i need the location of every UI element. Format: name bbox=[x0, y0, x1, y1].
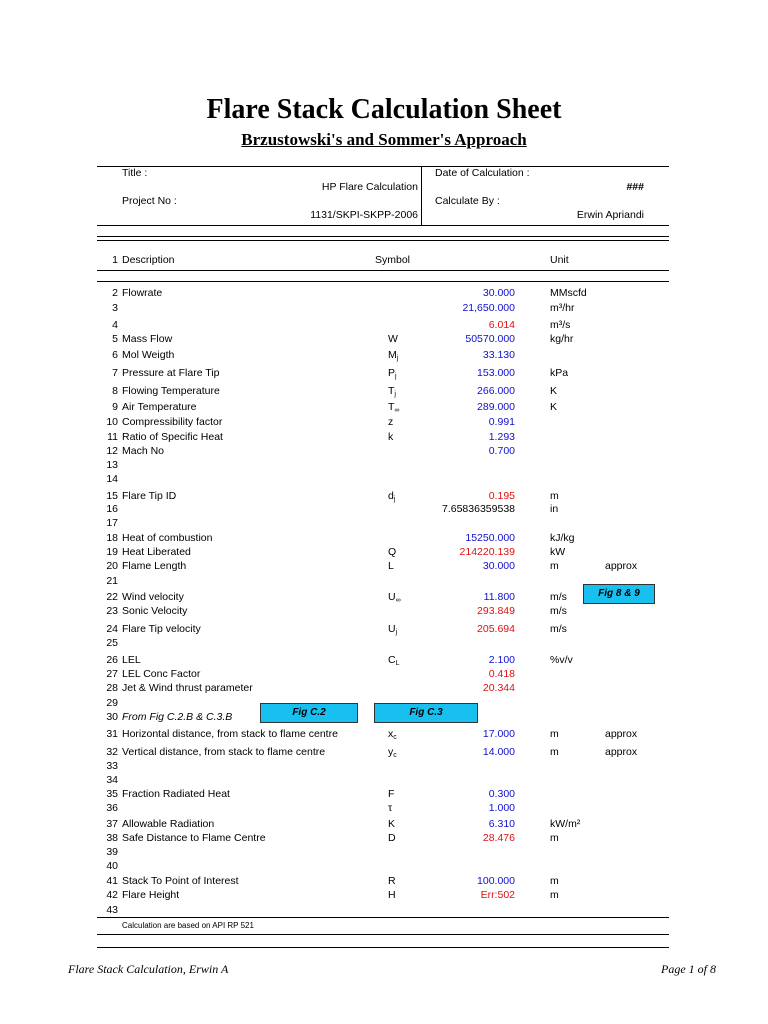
table-row bbox=[0, 788, 768, 802]
footer-left: Flare Stack Calculation, Erwin A bbox=[68, 962, 229, 976]
symbol-letter: T bbox=[388, 401, 395, 413]
api-note: Calculation are based on API RP 521 bbox=[122, 921, 254, 930]
row-value[interactable]: 20.344 bbox=[482, 682, 515, 694]
row-number: 41 bbox=[106, 875, 118, 887]
symbol-subscript: j bbox=[393, 496, 396, 503]
symbol-letter: H bbox=[388, 889, 396, 901]
project-label: Project No : bbox=[122, 195, 177, 207]
row-unit: m bbox=[550, 490, 559, 502]
symbol-letter: U bbox=[388, 591, 396, 603]
row-symbol bbox=[388, 802, 392, 815]
table-row bbox=[0, 560, 768, 574]
table-row bbox=[0, 746, 768, 760]
table-row bbox=[0, 668, 768, 682]
row-symbol bbox=[388, 788, 394, 801]
symbol-letter: Q bbox=[388, 546, 397, 558]
column-description: Description bbox=[122, 254, 175, 266]
symbol-letter: T bbox=[388, 385, 395, 397]
row-symbol bbox=[388, 349, 398, 362]
row-value[interactable]: 17.000 bbox=[482, 728, 515, 740]
row-description: Horizontal distance, from stack to flame centre bbox=[122, 728, 338, 740]
row-number: 33 bbox=[106, 760, 118, 772]
row-unit: K bbox=[550, 401, 558, 413]
table-row bbox=[0, 682, 768, 696]
row-number: 32 bbox=[106, 746, 118, 758]
table-row bbox=[0, 302, 768, 316]
date-label: Date of Calculation : bbox=[435, 167, 530, 179]
table-row bbox=[0, 889, 768, 903]
symbol-subscript: j bbox=[394, 391, 396, 398]
symbol-letter: z bbox=[388, 416, 394, 428]
row-symbol bbox=[388, 746, 397, 759]
table-row bbox=[0, 860, 768, 874]
row-unit: m bbox=[550, 889, 559, 901]
row-symbol bbox=[388, 623, 397, 636]
row-symbol bbox=[388, 560, 394, 573]
row-value[interactable]: 15250.000 bbox=[465, 532, 515, 544]
row-note: approx bbox=[605, 746, 638, 758]
row-number: 2 bbox=[112, 287, 118, 299]
row-number: 18 bbox=[106, 532, 118, 544]
symbol-subscript: c bbox=[393, 734, 397, 741]
row-value[interactable]: 0.991 bbox=[488, 416, 515, 428]
row-value[interactable]: 2.100 bbox=[488, 654, 515, 666]
row-note: approx bbox=[605, 728, 638, 740]
symbol-letter: F bbox=[388, 788, 395, 800]
table-row bbox=[0, 490, 768, 504]
row-value[interactable]: 0.418 bbox=[488, 668, 515, 680]
column-rule-2 bbox=[97, 281, 669, 282]
row-unit: m³/hr bbox=[550, 302, 575, 314]
table-row bbox=[0, 333, 768, 347]
table-row bbox=[0, 875, 768, 889]
table-row bbox=[0, 431, 768, 445]
row-description: Stack To Point of Interest bbox=[122, 875, 239, 887]
table-bottom-rule bbox=[97, 947, 669, 948]
row-description: Wind velocity bbox=[122, 591, 184, 603]
table-row bbox=[0, 904, 768, 918]
row-value[interactable]: 30.000 bbox=[482, 287, 515, 299]
row-description: Vertical distance, from stack to flame centre bbox=[122, 746, 326, 758]
row-unit: m bbox=[550, 728, 559, 740]
row-value[interactable]: 153.000 bbox=[477, 367, 515, 379]
row-description: Flare Height bbox=[122, 889, 180, 901]
row-symbol bbox=[388, 385, 396, 398]
row-number: 5 bbox=[112, 333, 118, 345]
row-description: Ratio of Specific Heat bbox=[122, 431, 223, 443]
row-number: 20 bbox=[106, 560, 118, 572]
row-number: 4 bbox=[112, 319, 118, 331]
row-unit: m/s bbox=[550, 605, 567, 617]
row-value[interactable]: 0.300 bbox=[488, 788, 515, 800]
row-description: Mol Weigth bbox=[122, 349, 175, 361]
row-description: Jet & Wind thrust parameter bbox=[122, 682, 253, 694]
row-number: 35 bbox=[106, 788, 118, 800]
calc-by-value[interactable]: Erwin Apriandi bbox=[576, 209, 644, 221]
row-value[interactable]: 266.000 bbox=[477, 385, 515, 397]
row-value[interactable]: 28.476 bbox=[482, 832, 515, 844]
table-row bbox=[0, 367, 768, 381]
row-symbol bbox=[388, 889, 396, 902]
row-unit: m bbox=[550, 832, 559, 844]
row-value[interactable]: 7.65836359538 bbox=[442, 503, 515, 515]
row-unit: m³/s bbox=[550, 319, 571, 331]
row-description: Flowing Temperature bbox=[122, 385, 220, 397]
symbol-subscript: ∞ bbox=[394, 407, 400, 414]
table-row bbox=[0, 546, 768, 560]
row-number: 31 bbox=[106, 728, 118, 740]
column-rule-1 bbox=[97, 270, 669, 271]
table-row bbox=[0, 459, 768, 473]
title-label: Title : bbox=[122, 167, 148, 179]
row-description: Fraction Radiated Heat bbox=[122, 788, 230, 800]
row-value[interactable]: 205.694 bbox=[477, 623, 515, 635]
row-unit: m bbox=[550, 875, 559, 887]
row-symbol bbox=[388, 728, 397, 741]
row-symbol bbox=[388, 367, 397, 380]
row-symbol bbox=[388, 416, 393, 429]
row-symbol bbox=[388, 546, 396, 559]
table-row bbox=[0, 846, 768, 860]
title-value[interactable]: HP Flare Calculation bbox=[321, 181, 418, 193]
symbol-letter: U bbox=[388, 623, 396, 635]
row-number: 22 bbox=[106, 591, 118, 603]
symbol-letter: M bbox=[388, 349, 397, 361]
header-bottom-rule bbox=[97, 225, 669, 226]
row-value[interactable]: 214220.139 bbox=[459, 546, 515, 558]
table-row bbox=[0, 401, 768, 415]
row-number: 42 bbox=[106, 889, 118, 901]
symbol-letter: D bbox=[388, 832, 396, 844]
row-description: Heat Liberated bbox=[122, 546, 191, 558]
row-description: Heat of combustion bbox=[122, 532, 213, 544]
footer-page-number: Page 1 of 8 bbox=[661, 962, 716, 976]
row-number: 9 bbox=[112, 401, 118, 413]
date-value[interactable]: ### bbox=[626, 181, 644, 193]
symbol-subscript: j bbox=[395, 373, 397, 380]
row-number: 28 bbox=[106, 682, 118, 694]
row-unit: m/s bbox=[550, 591, 567, 603]
table-top-rule bbox=[97, 236, 669, 237]
row-value[interactable]: 33.130 bbox=[482, 349, 515, 361]
row-number: 43 bbox=[106, 904, 118, 916]
row-unit: kJ/kg bbox=[550, 532, 575, 544]
table-row bbox=[0, 385, 768, 399]
note-top-rule bbox=[97, 917, 669, 918]
row-description: Air Temperature bbox=[122, 401, 197, 413]
row-number: 6 bbox=[112, 349, 118, 361]
row-number: 34 bbox=[106, 774, 118, 786]
row-number: 23 bbox=[106, 605, 118, 617]
row-number: 3 bbox=[112, 302, 118, 314]
column-symbol: Symbol bbox=[375, 254, 411, 266]
row-unit: kPa bbox=[550, 367, 569, 379]
table-row bbox=[0, 623, 768, 637]
row-unit: m/s bbox=[550, 623, 567, 635]
fig-c2-button[interactable]: Fig C.2 bbox=[260, 703, 358, 723]
row-symbol bbox=[388, 333, 398, 346]
row-description: LEL bbox=[122, 654, 141, 666]
row-number: 37 bbox=[106, 818, 118, 830]
row-number: 10 bbox=[106, 416, 118, 428]
row-value[interactable]: 14.000 bbox=[482, 746, 515, 758]
table-row bbox=[0, 818, 768, 832]
symbol-letter: C bbox=[388, 654, 396, 666]
row-symbol bbox=[388, 401, 399, 414]
table-row bbox=[0, 532, 768, 546]
table-row bbox=[0, 637, 768, 651]
table-row bbox=[0, 760, 768, 774]
row-number: 25 bbox=[106, 637, 118, 649]
symbol-letter: L bbox=[388, 560, 394, 572]
fig-8-9-button[interactable]: Fig 8 & 9 bbox=[583, 584, 655, 604]
symbol-letter: x bbox=[388, 728, 394, 740]
row-symbol bbox=[388, 490, 395, 503]
row-number: 26 bbox=[106, 654, 118, 666]
row-unit: m bbox=[550, 560, 559, 572]
row-description: Flame Length bbox=[122, 560, 187, 572]
table-row bbox=[0, 416, 768, 430]
row-number: 40 bbox=[106, 860, 118, 872]
row-number: 39 bbox=[106, 846, 118, 858]
project-value[interactable]: 1131/SKPI-SKPP-2006 bbox=[310, 209, 418, 221]
row-description: Sonic Velocity bbox=[122, 605, 188, 617]
row-unit: m bbox=[550, 746, 559, 758]
table-row bbox=[0, 802, 768, 816]
row-number: 36 bbox=[106, 802, 118, 814]
table-row bbox=[0, 517, 768, 531]
row-symbol bbox=[388, 654, 400, 667]
symbol-letter: R bbox=[388, 875, 396, 887]
row-value[interactable]: 0.195 bbox=[488, 490, 515, 502]
row-unit: %v/v bbox=[550, 654, 573, 666]
row-symbol bbox=[388, 875, 396, 888]
row-description: Mass Flow bbox=[122, 333, 173, 345]
row-unit: kW bbox=[550, 546, 566, 558]
symbol-letter: k bbox=[388, 431, 394, 443]
symbol-letter: y bbox=[388, 746, 394, 758]
row-description: LEL Conc Factor bbox=[122, 668, 201, 680]
table-row bbox=[0, 832, 768, 846]
row-symbol bbox=[388, 431, 393, 444]
table-row bbox=[0, 349, 768, 363]
column-unit: Unit bbox=[550, 254, 569, 266]
row-unit: K bbox=[550, 385, 558, 397]
table-row bbox=[0, 503, 768, 517]
row-unit: kW/m² bbox=[550, 818, 581, 830]
symbol-letter: P bbox=[388, 367, 396, 379]
row-unit: kg/hr bbox=[550, 333, 574, 345]
row-number: 29 bbox=[106, 697, 118, 709]
row-number: 8 bbox=[112, 385, 118, 397]
note-bottom-rule bbox=[97, 934, 669, 935]
row-value[interactable]: 6.310 bbox=[488, 818, 515, 830]
row-value[interactable]: 6.014 bbox=[488, 319, 515, 331]
header-divider bbox=[421, 166, 422, 225]
row-number: 38 bbox=[106, 832, 118, 844]
symbol-letter: W bbox=[388, 333, 398, 345]
row-value[interactable]: 289.000 bbox=[477, 401, 515, 413]
row-number: 7 bbox=[112, 367, 118, 379]
calc-by-label: Calculate By : bbox=[435, 195, 500, 207]
symbol-letter: d bbox=[388, 490, 394, 502]
symbol-letter: τ bbox=[388, 802, 393, 814]
row-description: Flowrate bbox=[122, 287, 163, 299]
row-description: Safe Distance to Flame Centre bbox=[122, 832, 266, 844]
row-number: 12 bbox=[106, 445, 118, 457]
row-number: 15 bbox=[106, 490, 118, 502]
row-value[interactable]: 50570.000 bbox=[465, 333, 515, 345]
row-number: 13 bbox=[106, 459, 118, 471]
column-header-row bbox=[0, 254, 768, 268]
table-row bbox=[0, 445, 768, 459]
table-top-rule-2 bbox=[97, 240, 669, 241]
row-unit: in bbox=[550, 503, 559, 515]
row-value[interactable]: 100.000 bbox=[477, 875, 515, 887]
table-row bbox=[0, 319, 768, 333]
table-row bbox=[0, 774, 768, 788]
row-symbol bbox=[388, 832, 396, 845]
row-number: 21 bbox=[106, 575, 118, 587]
table-row bbox=[0, 728, 768, 742]
row-unit: MMscfd bbox=[550, 287, 587, 299]
symbol-subscript: L bbox=[395, 660, 400, 667]
row-number: 14 bbox=[106, 473, 118, 485]
row-value[interactable]: 0.700 bbox=[488, 445, 515, 457]
row-value[interactable]: 21,650.000 bbox=[462, 302, 515, 314]
header-top-rule bbox=[97, 166, 669, 167]
column-num: 1 bbox=[112, 254, 118, 266]
row-number: 27 bbox=[106, 668, 118, 680]
symbol-subscript: j bbox=[395, 629, 398, 636]
row-number: 30 bbox=[106, 711, 118, 723]
symbol-letter: K bbox=[388, 818, 396, 830]
row-description: Compressibility factor bbox=[122, 416, 223, 428]
row-number: 11 bbox=[107, 431, 118, 443]
row-description: Mach No bbox=[122, 445, 165, 457]
table-row bbox=[0, 473, 768, 487]
page-subtitle: Brzustowski's and Sommer's Approach bbox=[241, 130, 527, 149]
row-symbol bbox=[388, 818, 395, 831]
row-value[interactable]: 11.800 bbox=[483, 591, 515, 603]
table-row bbox=[0, 605, 768, 619]
row-value[interactable]: 293.849 bbox=[477, 605, 515, 617]
row-value[interactable]: 1.000 bbox=[488, 802, 515, 814]
symbol-subscript: ∞ bbox=[395, 597, 401, 604]
page-title: Flare Stack Calculation Sheet bbox=[206, 94, 562, 125]
row-value[interactable]: Err:502 bbox=[480, 889, 515, 901]
symbol-subscript: j bbox=[396, 355, 399, 362]
symbol-subscript: c bbox=[393, 752, 397, 759]
row-description: Flare Tip ID bbox=[122, 490, 177, 502]
row-number: 16 bbox=[106, 503, 118, 515]
row-number: 19 bbox=[106, 546, 118, 558]
row-description: Pressure at Flare Tip bbox=[122, 367, 220, 379]
row-note: approx bbox=[605, 560, 638, 572]
row-value[interactable]: 1.293 bbox=[488, 431, 515, 443]
row-symbol bbox=[388, 591, 401, 604]
row-number: 24 bbox=[106, 623, 118, 635]
row-number: 17 bbox=[106, 517, 118, 529]
row-description: Flare Tip velocity bbox=[122, 623, 201, 635]
table-row bbox=[0, 287, 768, 301]
fig-c3-button[interactable]: Fig C.3 bbox=[374, 703, 478, 723]
table-row bbox=[0, 654, 768, 668]
row-description: Allowable Radiation bbox=[122, 818, 215, 830]
row-description: From Fig C.2.B & C.3.B bbox=[122, 711, 233, 723]
row-value[interactable]: 30.000 bbox=[482, 560, 515, 572]
